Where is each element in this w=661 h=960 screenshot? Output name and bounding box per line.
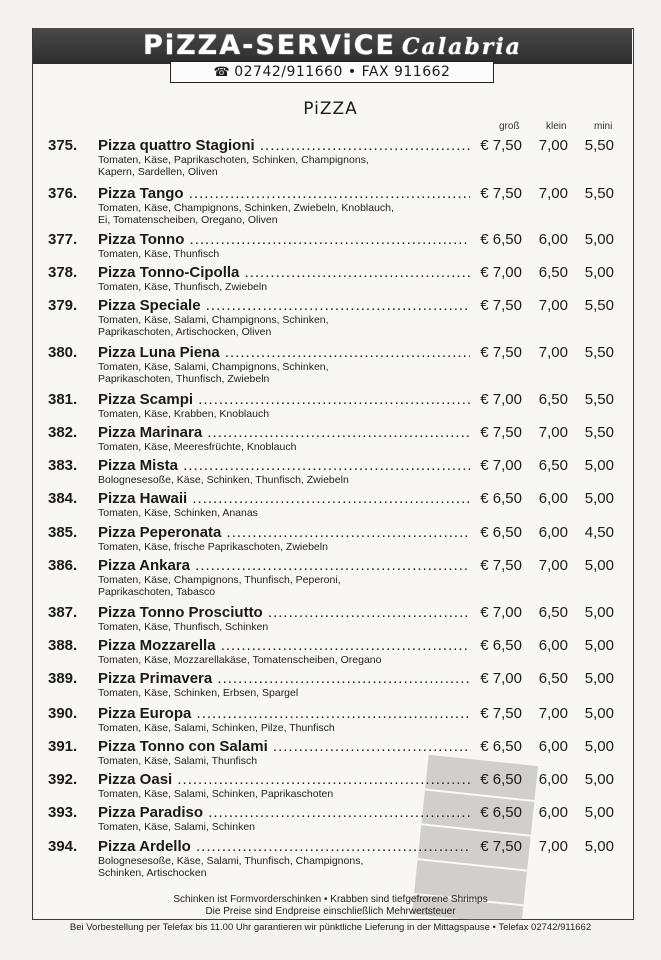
price-mini: 5,50: [584, 344, 614, 361]
price-klein: 6,00: [538, 738, 568, 755]
item-description: Tomaten, Käse, Salami, Schinken: [98, 821, 255, 833]
item-description: Tomaten, Käse, Thunfisch: [98, 248, 220, 260]
item-number: 393.: [48, 804, 78, 821]
price-mini: 5,00: [584, 838, 614, 855]
item-number: 381.: [48, 391, 78, 408]
title-text: PiZZA-SERViCE: [143, 30, 396, 61]
size-header-mini: mini: [594, 121, 613, 132]
price-klein: 7,00: [538, 424, 568, 441]
price-gross: € 7,50: [480, 297, 522, 314]
item-number: 386.: [48, 557, 78, 574]
price-gross: € 7,50: [480, 705, 522, 722]
price-klein: 7,00: [538, 838, 568, 855]
price-mini: 5,00: [584, 264, 614, 281]
price-gross: € 7,50: [480, 838, 522, 855]
price-gross: € 7,00: [480, 457, 522, 474]
item-name: Pizza Ankara .....: [98, 557, 470, 574]
price-klein: 6,50: [538, 391, 568, 408]
item-description: Bolognesesoße, Käse, Schinken, Thunfisch, Zwiebeln: [98, 474, 349, 486]
item-number: 382.: [48, 424, 78, 441]
item-name: Pizza Tonno con Salami .....: [98, 738, 470, 755]
item-description: Tomaten, Käse, Salami, Schinken, Paprikaschoten: [98, 788, 334, 800]
price-klein: 6,50: [538, 604, 568, 621]
item-description: Tomaten, Käse, Krabben, Knoblauch: [98, 408, 270, 420]
size-header-klein: klein: [546, 121, 567, 132]
price-gross: € 7,50: [480, 344, 522, 361]
item-number: 388.: [48, 637, 78, 654]
item-number: 384.: [48, 490, 78, 507]
item-name: Pizza Tonno .....: [98, 231, 470, 248]
item-name: Pizza quattro Stagioni .....: [98, 137, 470, 154]
page-title: [33, 28, 632, 64]
item-number: 387.: [48, 604, 78, 621]
price-mini: 5,00: [584, 804, 614, 821]
price-gross: € 7,50: [480, 137, 522, 154]
item-description: Tomaten, Käse, Champignons, Schinken, Zwiebeln, Knoblauch, Ei, Tomatenscheiben, Oregano, Oliven: [98, 202, 394, 226]
item-name: Pizza Ardello .....: [98, 838, 470, 855]
price-klein: 6,00: [538, 637, 568, 654]
price-klein: 6,50: [538, 264, 568, 281]
item-number: 380.: [48, 344, 78, 361]
price-mini: 5,50: [584, 424, 614, 441]
item-description: Tomaten, Käse, Schinken, Ananas: [98, 507, 258, 519]
price-klein: 7,00: [538, 557, 568, 574]
item-number: 391.: [48, 738, 78, 755]
item-description: Tomaten, Käse, Schinken, Erbsen, Spargel: [98, 687, 299, 699]
item-name: Pizza Oasi .....: [98, 771, 470, 788]
price-mini: 5,50: [584, 137, 614, 154]
price-mini: 5,00: [584, 771, 614, 788]
price-klein: 6,50: [538, 670, 568, 687]
item-name: Pizza Luna Piena .....: [98, 344, 470, 361]
item-number: 379.: [48, 297, 78, 314]
item-description: Bolognesesoße, Käse, Salami, Thunfisch, Champignons, Schinken, Artischocken: [98, 855, 364, 879]
item-description: Tomaten, Käse, frische Paprikaschoten, Zwiebeln: [98, 541, 328, 553]
price-gross: € 6,50: [480, 738, 522, 755]
price-gross: € 7,50: [480, 424, 522, 441]
item-number: 390.: [48, 705, 78, 722]
item-description: Tomaten, Käse, Meeresfrüchte, Knoblauch: [98, 441, 297, 453]
price-gross: € 7,00: [480, 670, 522, 687]
separator: •: [347, 64, 357, 80]
price-gross: € 6,50: [480, 637, 522, 654]
price-gross: € 6,50: [480, 771, 522, 788]
phone-number: 02742/911660: [234, 64, 343, 80]
item-name: Pizza Mozzarella .....: [98, 637, 470, 654]
price-gross: € 6,50: [480, 490, 522, 507]
price-gross: € 7,00: [480, 264, 522, 281]
price-mini: 5,00: [584, 604, 614, 621]
price-mini: 5,50: [584, 391, 614, 408]
bottom-line: Bei Vorbestellung per Telefax bis 11.00 Uhr garantieren wir pünktliche Lieferung in der Mittagspause • Telefax 02742/911662: [69, 922, 592, 933]
item-number: 378.: [48, 264, 78, 281]
contact-box: [170, 61, 494, 83]
price-klein: 7,00: [538, 185, 568, 202]
item-name: Pizza Marinara .....: [98, 424, 470, 441]
item-number: 385.: [48, 524, 78, 541]
price-mini: 5,50: [584, 297, 614, 314]
price-klein: 7,00: [538, 137, 568, 154]
item-description: Tomaten, Käse, Thunfisch, Zwiebeln: [98, 281, 268, 293]
brand-name: Calabria: [401, 34, 522, 60]
price-klein: 6,00: [538, 771, 568, 788]
price-klein: 6,50: [538, 457, 568, 474]
tower-watermark-illustration: [380, 740, 580, 920]
price-gross: € 7,50: [480, 185, 522, 202]
item-description: Tomaten, Käse, Salami, Champignons, Schinken, Paprikaschoten, Thunfisch, Zwiebeln: [98, 361, 329, 385]
price-mini: 5,00: [584, 457, 614, 474]
item-name: Pizza Tango .....: [98, 185, 470, 202]
price-mini: 5,00: [584, 637, 614, 654]
price-mini: 5,00: [584, 557, 614, 574]
price-mini: 5,00: [584, 231, 614, 248]
footnote-1: Schinken ist Formvorderschinken • Krabben sind tiefgefrorene Shrimps: [173, 894, 488, 905]
footnote-2: Die Preise sind Endpreise einschließlich Mehrwertsteuer: [205, 906, 456, 917]
price-gross: € 6,50: [480, 524, 522, 541]
item-description: Tomaten, Käse, Champignons, Thunfisch, Peperoni, Paprikaschoten, Tabasco: [98, 574, 341, 598]
item-name: Pizza Hawaii .....: [98, 490, 470, 507]
item-description: Tomaten, Käse, Paprikaschoten, Schinken, Champignons, Kapern, Sardellen, Oliven: [98, 154, 369, 178]
price-klein: 7,00: [538, 705, 568, 722]
item-name: Pizza Primavera .....: [98, 670, 470, 687]
price-mini: 5,00: [584, 705, 614, 722]
fax-number: FAX 911662: [361, 64, 451, 80]
item-number: 375.: [48, 137, 78, 154]
item-number: 377.: [48, 231, 78, 248]
telephone-icon: ☎: [213, 65, 231, 80]
item-number: 376.: [48, 185, 78, 202]
item-name: Pizza Speciale .....: [98, 297, 470, 314]
price-klein: 6,00: [538, 804, 568, 821]
item-number: 383.: [48, 457, 78, 474]
item-name: Pizza Paradiso .....: [98, 804, 470, 821]
item-description: Tomaten, Käse, Salami, Schinken, Pilze, Thunfisch: [98, 722, 335, 734]
price-mini: 5,00: [584, 490, 614, 507]
price-mini: 5,50: [584, 185, 614, 202]
price-klein: 7,00: [538, 344, 568, 361]
price-klein: 6,00: [538, 490, 568, 507]
price-gross: € 6,50: [480, 231, 522, 248]
item-description: Tomaten, Käse, Mozzarellakäse, Tomatenscheiben, Oregano: [98, 654, 382, 666]
item-description: Tomaten, Käse, Salami, Thunfisch: [98, 755, 258, 767]
item-name: Pizza Mista .....: [98, 457, 470, 474]
price-gross: € 7,00: [480, 391, 522, 408]
item-description: Tomaten, Käse, Salami, Champignons, Schinken, Paprikaschoten, Artischocken, Oliven: [98, 314, 329, 338]
section-title: PiZZA: [303, 99, 358, 119]
item-number: 392.: [48, 771, 78, 788]
price-mini: 4,50: [584, 524, 614, 541]
price-klein: 6,00: [538, 231, 568, 248]
price-gross: € 6,50: [480, 804, 522, 821]
item-name: Pizza Tonno Prosciutto .....: [98, 604, 470, 621]
item-name: Pizza Tonno-Cipolla .....: [98, 264, 470, 281]
item-name: Pizza Europa .....: [98, 705, 470, 722]
size-header-gross: groß: [499, 121, 520, 132]
price-gross: € 7,00: [480, 604, 522, 621]
price-gross: € 7,50: [480, 557, 522, 574]
item-name: Pizza Scampi .....: [98, 391, 470, 408]
item-number: 394.: [48, 838, 78, 855]
price-mini: 5,00: [584, 670, 614, 687]
price-mini: 5,00: [584, 738, 614, 755]
item-number: 389.: [48, 670, 78, 687]
price-klein: 7,00: [538, 297, 568, 314]
price-klein: 6,00: [538, 524, 568, 541]
item-description: Tomaten, Käse, Thunfisch, Schinken: [98, 621, 269, 633]
item-name: Pizza Peperonata .....: [98, 524, 470, 541]
